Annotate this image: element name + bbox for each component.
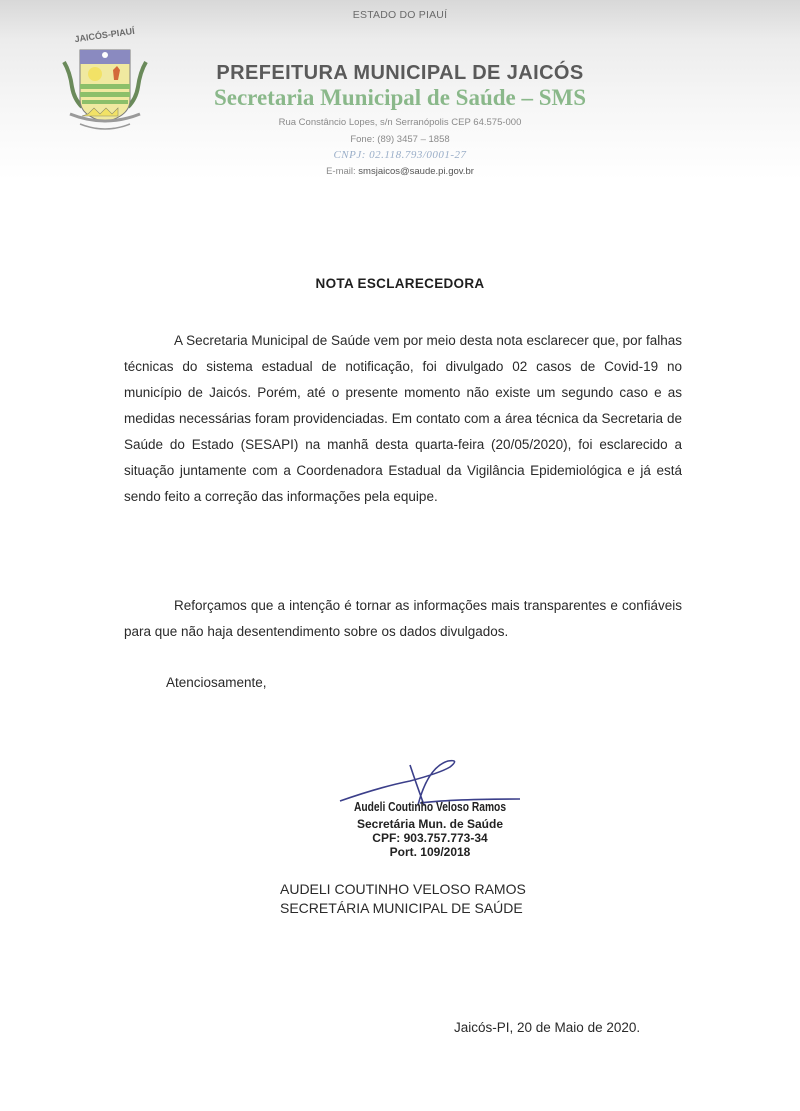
email-label: E-mail: — [326, 166, 359, 177]
prefecture-name: PREFEITURA MUNICIPAL DE JAICÓS — [216, 62, 584, 84]
signer-title: SECRETÁRIA MUNICIPAL DE SAÚDE — [280, 900, 523, 916]
email-line — [170, 166, 630, 177]
address: Rua Constâncio Lopes, s/n Serranópolis CEP 64.575-000 — [278, 117, 522, 128]
paragraph-2: Reforçamos que a intenção é tornar as informações mais transparentes e confiáveis para que não haja desentendimento sobre os dados divulgados. — [124, 598, 682, 639]
municipal-crest-icon — [50, 22, 160, 137]
cnpj: CNPJ: 02.118.793/0001-27 — [333, 149, 467, 161]
email-address: smsjaicos@saude.pi.gov.br — [358, 166, 474, 177]
document-title: NOTA ESCLARECEDORA — [315, 276, 485, 291]
signer-name: AUDELI COUTINHO VELOSO RAMOS — [280, 881, 526, 897]
secretariat-name: Secretaria Municipal de Saúde – SMS — [213, 85, 587, 110]
phone: Fone: (89) 3457 – 1858 — [350, 134, 450, 145]
closing: Atenciosamente, — [166, 675, 267, 690]
signer-block — [280, 880, 526, 918]
stamp-role: Secretária Mun. de Saúde — [356, 817, 504, 831]
stamp-port: Port. 109/2018 — [389, 845, 471, 859]
stamp-name: Audeli Coutinho Veloso Ramos — [353, 800, 507, 814]
place-and-date: Jaicós-PI, 20 de Maio de 2020. — [454, 1020, 641, 1035]
svg-text:JAICÓS-PIAUÍ: JAICÓS-PIAUÍ — [73, 25, 136, 45]
handwritten-signature-icon — [300, 755, 560, 825]
state-name: ESTADO DO PIAUÍ — [352, 9, 448, 21]
signature-stamp — [300, 755, 560, 875]
stamp-cpf: CPF: 903.757.773-34 — [372, 831, 488, 845]
paragraph-1: A Secretaria Municipal de Saúde vem por meio desta nota esclarecer que, por falhas técnicas do sistema estadual de notificação, foi divulgado 02 casos de Covid-19 no município de Jaicós. Porém, até o presente momento não existe um segundo caso e as medidas necessárias foram providenciadas. Em contato com a área técnica da Secretaria de Saúde do Estado (SESAPI) na manhã desta quarta-feira (20/05/2020), foi esclarecido a situação juntamente com a Coordenadora Estadual da Vigilância Epidemiológica e já está sendo feito a correção das informações pela equipe. — [124, 333, 682, 504]
